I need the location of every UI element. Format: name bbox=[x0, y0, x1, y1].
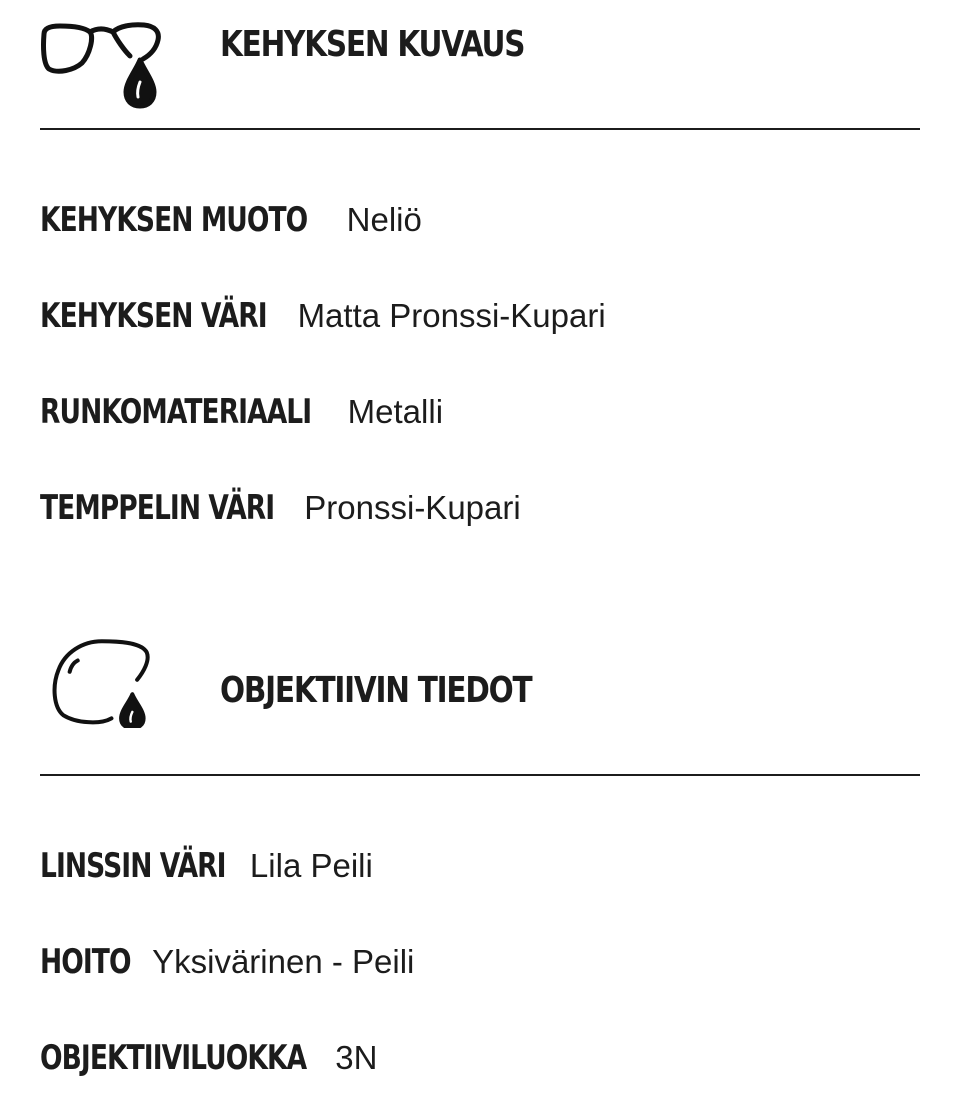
frame-section-title: KEHYKSEN KUVAUS bbox=[220, 24, 525, 65]
lens-treatment-value: Yksivärinen - Peili bbox=[152, 943, 415, 980]
frame-description-section bbox=[40, 0, 920, 528]
lens-color-row bbox=[40, 842, 373, 890]
temple-color-value: Pronssi-Kupari bbox=[304, 489, 521, 526]
sunglasses-drop-icon bbox=[40, 20, 162, 110]
lens-details-section bbox=[40, 646, 920, 1078]
lens-color-label: LINSSIN VÄRI bbox=[40, 846, 226, 886]
lens-category-label: OBJEKTIIVILUOKKA bbox=[40, 1038, 307, 1078]
temple-color-label: TEMPPELIN VÄRI bbox=[40, 488, 275, 528]
frame-color-row bbox=[40, 292, 606, 340]
lens-category-row bbox=[40, 1034, 377, 1082]
frame-shape-row bbox=[40, 196, 422, 244]
frame-material-label: RUNKOMATERIAALI bbox=[40, 392, 312, 432]
lens-section-title: OBJEKTIIVIN TIEDOT bbox=[220, 670, 532, 711]
frame-material-row bbox=[40, 388, 443, 436]
lens-treatment-row bbox=[40, 938, 414, 986]
lens-category-value: 3N bbox=[335, 1039, 378, 1076]
temple-color-row bbox=[40, 484, 521, 532]
frame-color-value: Matta Pronssi-Kupari bbox=[297, 297, 606, 334]
lens-section-header bbox=[40, 646, 920, 776]
lens-drop-icon bbox=[40, 638, 162, 728]
lens-color-value: Lila Peili bbox=[249, 847, 373, 884]
frame-section-header bbox=[40, 0, 920, 130]
frame-material-value: Metalli bbox=[347, 393, 444, 430]
frame-shape-value: Neliö bbox=[346, 201, 422, 238]
frame-shape-label: KEHYKSEN MUOTO bbox=[40, 200, 308, 240]
frame-color-label: KEHYKSEN VÄRI bbox=[40, 296, 267, 336]
lens-treatment-label: HOITO bbox=[40, 942, 131, 982]
